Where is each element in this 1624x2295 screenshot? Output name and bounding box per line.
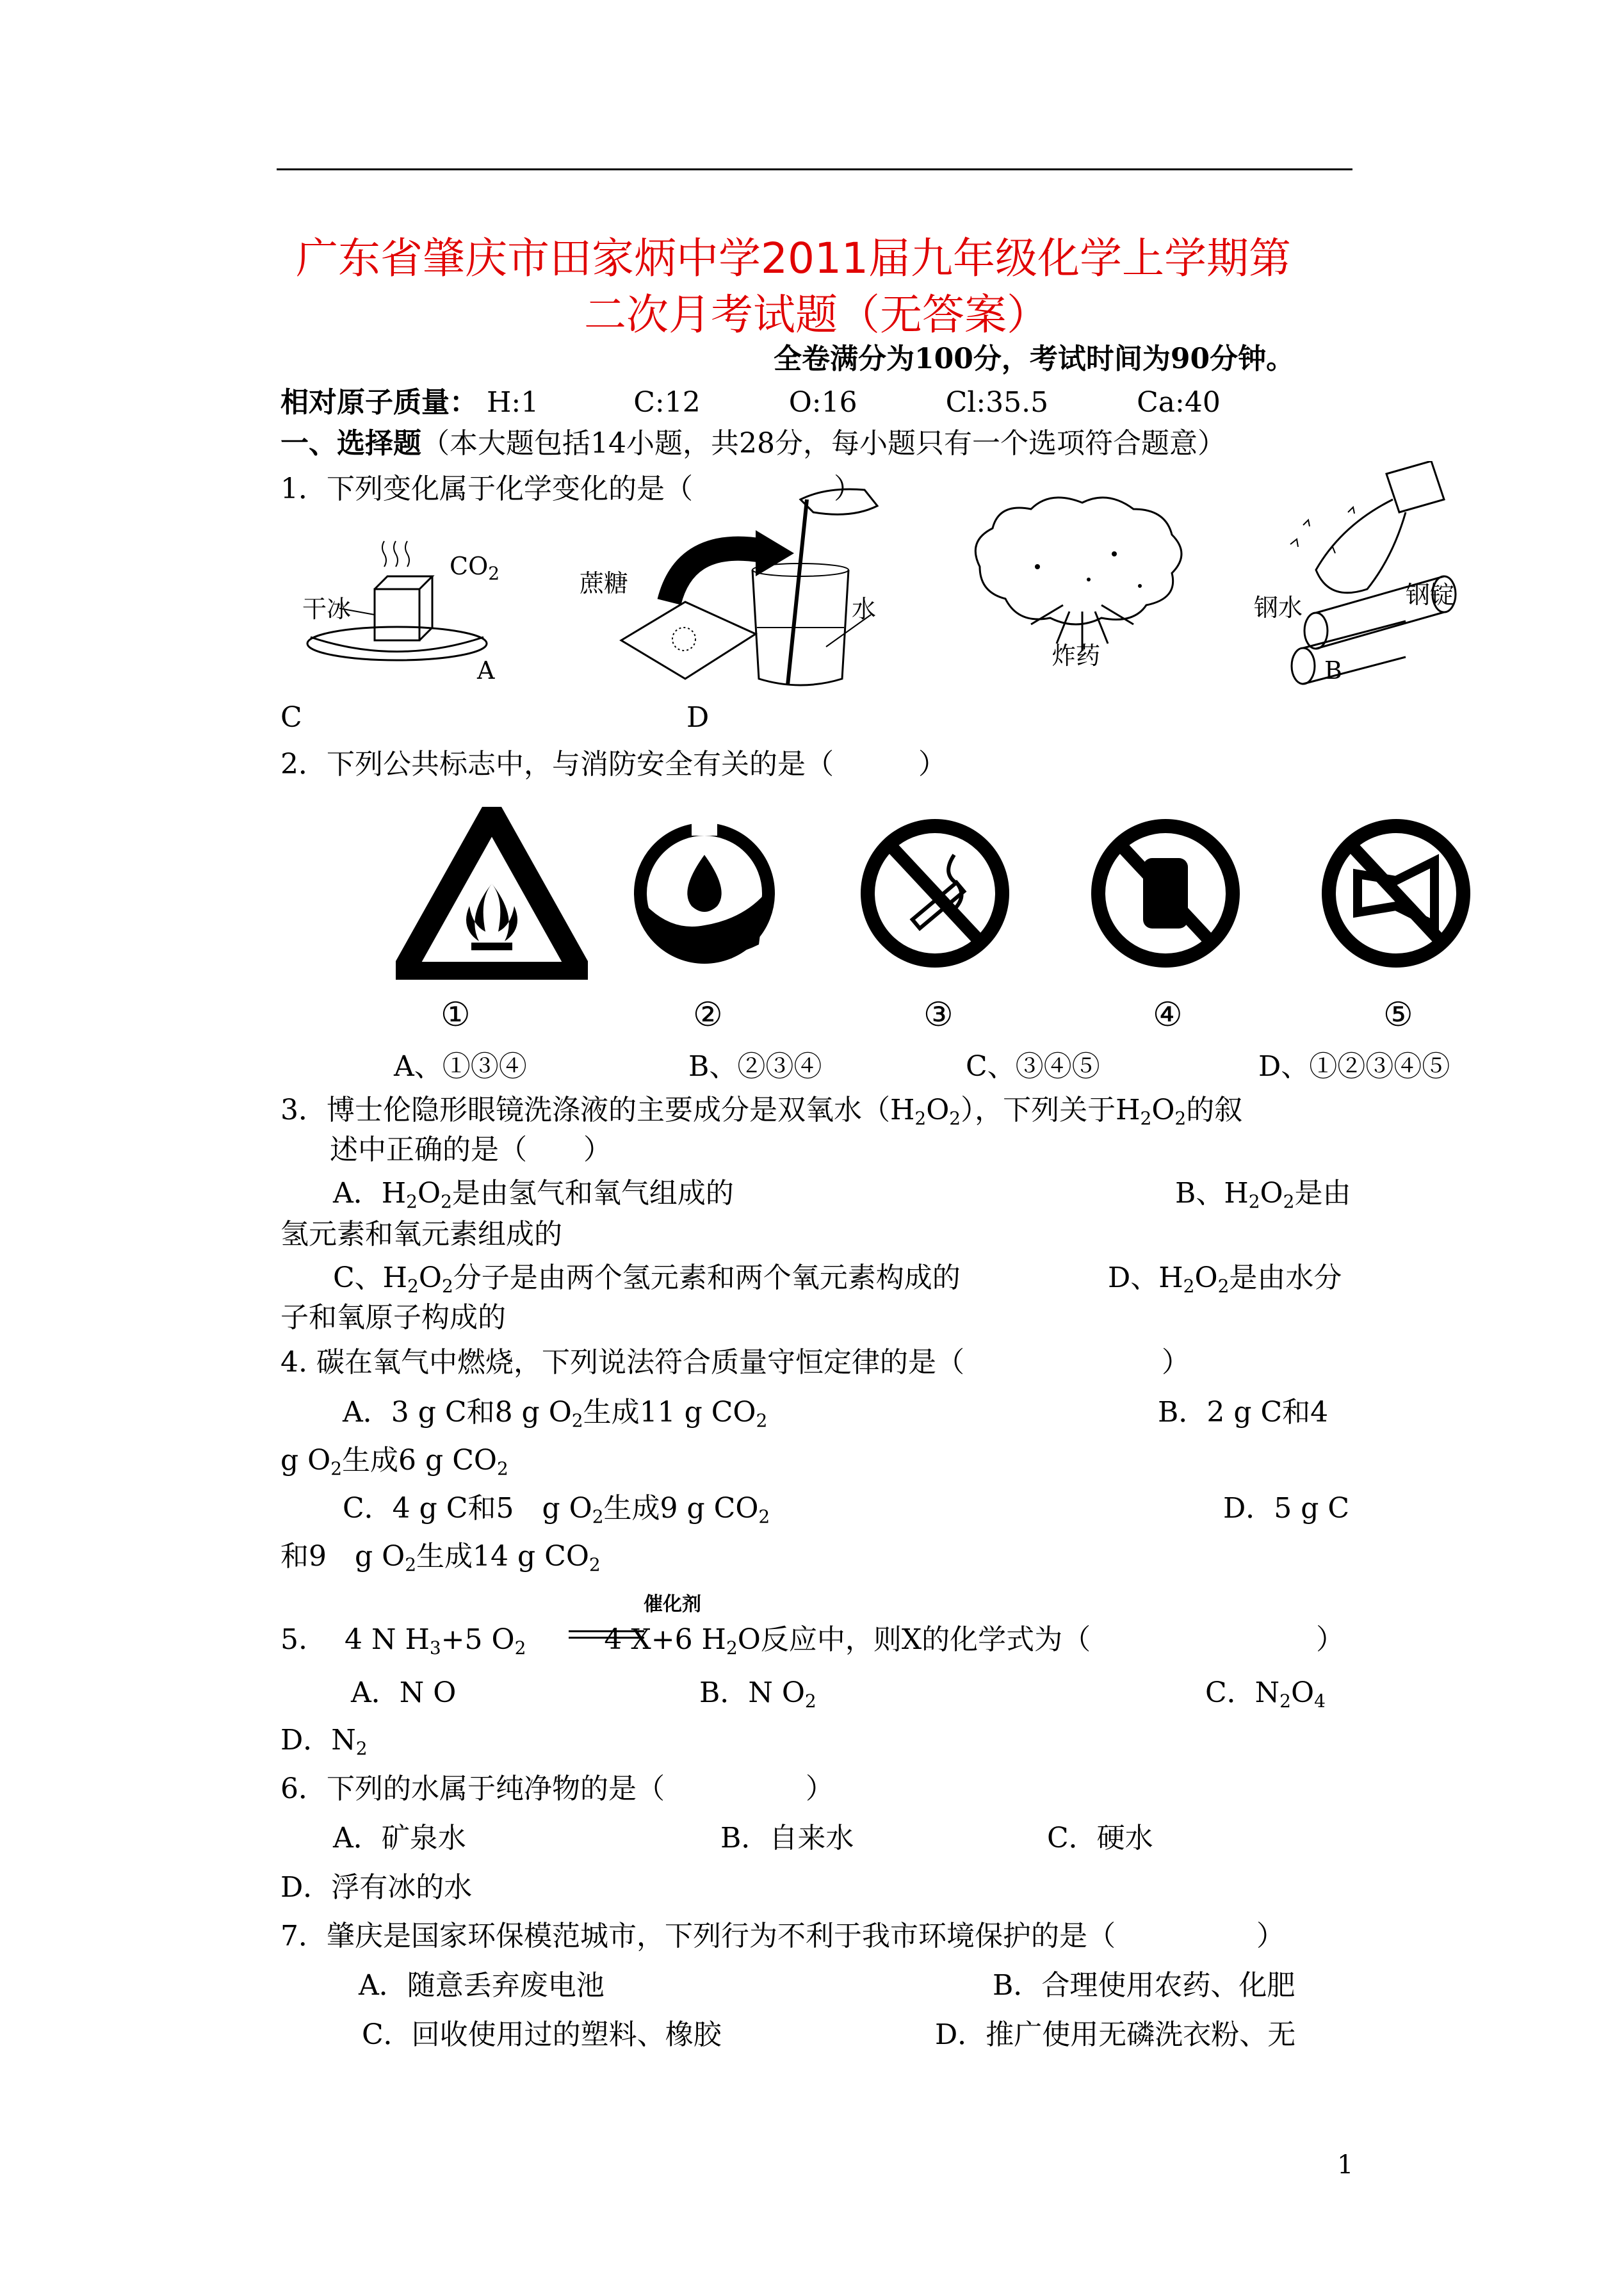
q3-option-d-cont: 子和氧原子构成的 xyxy=(280,1301,506,1334)
q1-label-c: C xyxy=(280,701,302,734)
q5-option-b: B．N $O_2$ xyxy=(699,1676,816,1712)
q5-option-c: C．$N_2O_4$ xyxy=(1205,1676,1326,1712)
atomic-mass-h: H:1 xyxy=(487,386,539,419)
exam-info: 全卷满分为100分，考试时间为90分钟。 xyxy=(774,343,1295,375)
q5-equation: 5. 4 N $H_3+5$ $O_2$ 4 X+6 $H_2O$反应中，则X的化学式为（ ） xyxy=(280,1623,1345,1658)
q5-option-d: D．$N_2$ xyxy=(280,1724,368,1759)
q2-option-a: A、①③④ xyxy=(394,1050,527,1083)
q3-stem-line1: 3．博士伦隐形眼镜洗涤液的主要成分是双氧水$(H_2O_2)$，下列关于$H_2O_2$的叙 xyxy=(280,1094,1243,1129)
q1-label-explosive: 炸药 xyxy=(1052,642,1101,670)
q4-option-c: C．4 g C和5 g $O_2$生成9 g $CO_2$ xyxy=(343,1492,770,1527)
q6-option-b: B．自来水 xyxy=(720,1822,854,1854)
title-line1: 广东省肇庆市田家炳中学2011届九年级化学上学期第 xyxy=(296,234,1291,283)
atomic-mass-cl: Cl:35.5 xyxy=(945,386,1049,419)
q1-label-ingot: 钢锭 xyxy=(1406,581,1455,609)
q7-option-c: C．回收使用过的塑料、橡胶 xyxy=(362,2018,722,2051)
q7-option-b: B．合理使用农药、化肥 xyxy=(993,1969,1295,2002)
q3-option-a: A．$H_2O_2$是由氢气和氧气组成的 xyxy=(333,1177,734,1212)
atomic-mass-ca: Ca:40 xyxy=(1137,386,1221,419)
q4-option-b-cont: g $O_2$生成6 g $CO_2$ xyxy=(280,1444,508,1479)
section1-heading-line xyxy=(280,427,1226,461)
q2-sign-number-2: ② xyxy=(693,996,723,1034)
q6-option-a: A．矿泉水 xyxy=(333,1822,466,1854)
q6-option-d: D．浮有冰的水 xyxy=(280,1871,473,1904)
q1-label-sugar: 蔗糖 xyxy=(580,569,629,597)
q4-stem: 4. 碳在氧气中燃烧，下列说法符合质量守恒定律的是（ ） xyxy=(280,1346,1190,1379)
q1-stem: 1．下列变化属于化学变化的是（ ） xyxy=(280,473,862,505)
section1-note: （本大题包括14小题，共28分，每小题只有一个选项符合题意） xyxy=(421,427,1226,460)
q2-sign-flammable xyxy=(396,807,588,980)
q2-sign-no-horn xyxy=(1319,804,1473,983)
q3-option-b: B、$H_2O_2$是由 xyxy=(1175,1177,1351,1212)
q1-label-d: D xyxy=(686,701,710,734)
atomic-mass-c: C:12 xyxy=(633,386,701,419)
q4-option-d-cont: 和9 g $O_2$生成14 g $CO_2$ xyxy=(280,1540,601,1575)
header-rule xyxy=(277,168,1352,170)
atomic-mass-label: 相对原子质量： xyxy=(280,386,478,419)
q1-sugar-figure xyxy=(608,487,929,698)
q1-steel-figure xyxy=(1278,461,1476,685)
q2-sign-water xyxy=(631,804,778,983)
q3-option-b-cont: 氢元素和氧元素组成的 xyxy=(280,1218,562,1251)
q2-option-b: B、②③④ xyxy=(688,1050,822,1083)
q2-sign-number-3: ③ xyxy=(923,996,954,1034)
q2-sign-no-smoking xyxy=(858,804,1012,983)
q2-sign-number-5: ⑤ xyxy=(1383,996,1413,1034)
q4-option-b: B．2 g C和4 xyxy=(1158,1396,1329,1429)
q1-label-a: A xyxy=(477,656,495,685)
q4-option-d: D．5 g C xyxy=(1223,1492,1350,1525)
q1-label-co2: $CO_2$ xyxy=(450,552,500,584)
q5-option-a: A．N O xyxy=(351,1676,457,1709)
title-line2: 二次月考试题（无答案） xyxy=(584,290,1049,339)
q2-option-d: D、①②③④⑤ xyxy=(1258,1050,1450,1083)
q3-option-d: D、$H_2O_2$是由水分 xyxy=(1108,1261,1342,1297)
q3-stem-line2: 述中正确的是（ ） xyxy=(330,1133,612,1166)
q6-stem: 6．下列的水属于纯净物的是（ ） xyxy=(280,1772,834,1805)
page-number: 1 xyxy=(1337,2150,1354,2180)
q6-option-c: C．硬水 xyxy=(1047,1822,1153,1854)
q2-stem: 2．下列公共标志中，与消防安全有关的是（ ） xyxy=(280,748,946,781)
q7-option-a: A．随意丢弃废电池 xyxy=(359,1969,605,2002)
q1-label-dry-ice: 干冰 xyxy=(302,595,352,623)
q3-option-c: C、$H_2O_2$分子是由两个氢元素和两个氧元素构成的 xyxy=(333,1261,961,1297)
atomic-mass-o: O:16 xyxy=(788,386,857,419)
q2-sign-number-4: ④ xyxy=(1153,996,1183,1034)
q2-sign-no-fuel xyxy=(1089,804,1242,983)
q2-sign-number-1: ① xyxy=(441,996,471,1034)
section1-heading: 一、选择题 xyxy=(280,427,421,460)
q5-catalyst-label: 催化剂 xyxy=(644,1593,701,1616)
q7-stem: 7．肇庆是国家环保模范城市，下列行为不利于我市环境保护的是（ ） xyxy=(280,1920,1285,1952)
q1-label-steel-water: 钢水 xyxy=(1254,594,1303,622)
q7-option-d: D．推广使用无磷洗衣粉、无 xyxy=(935,2018,1296,2051)
q1-label-b: B xyxy=(1324,656,1342,685)
q2-option-c: C、③④⑤ xyxy=(966,1050,1100,1083)
q4-option-a: A．3 g C和8 g $O_2$生成11 g $CO_2$ xyxy=(343,1396,768,1431)
atomic-mass-line xyxy=(280,386,1221,420)
q1-label-water: 水 xyxy=(852,595,877,623)
